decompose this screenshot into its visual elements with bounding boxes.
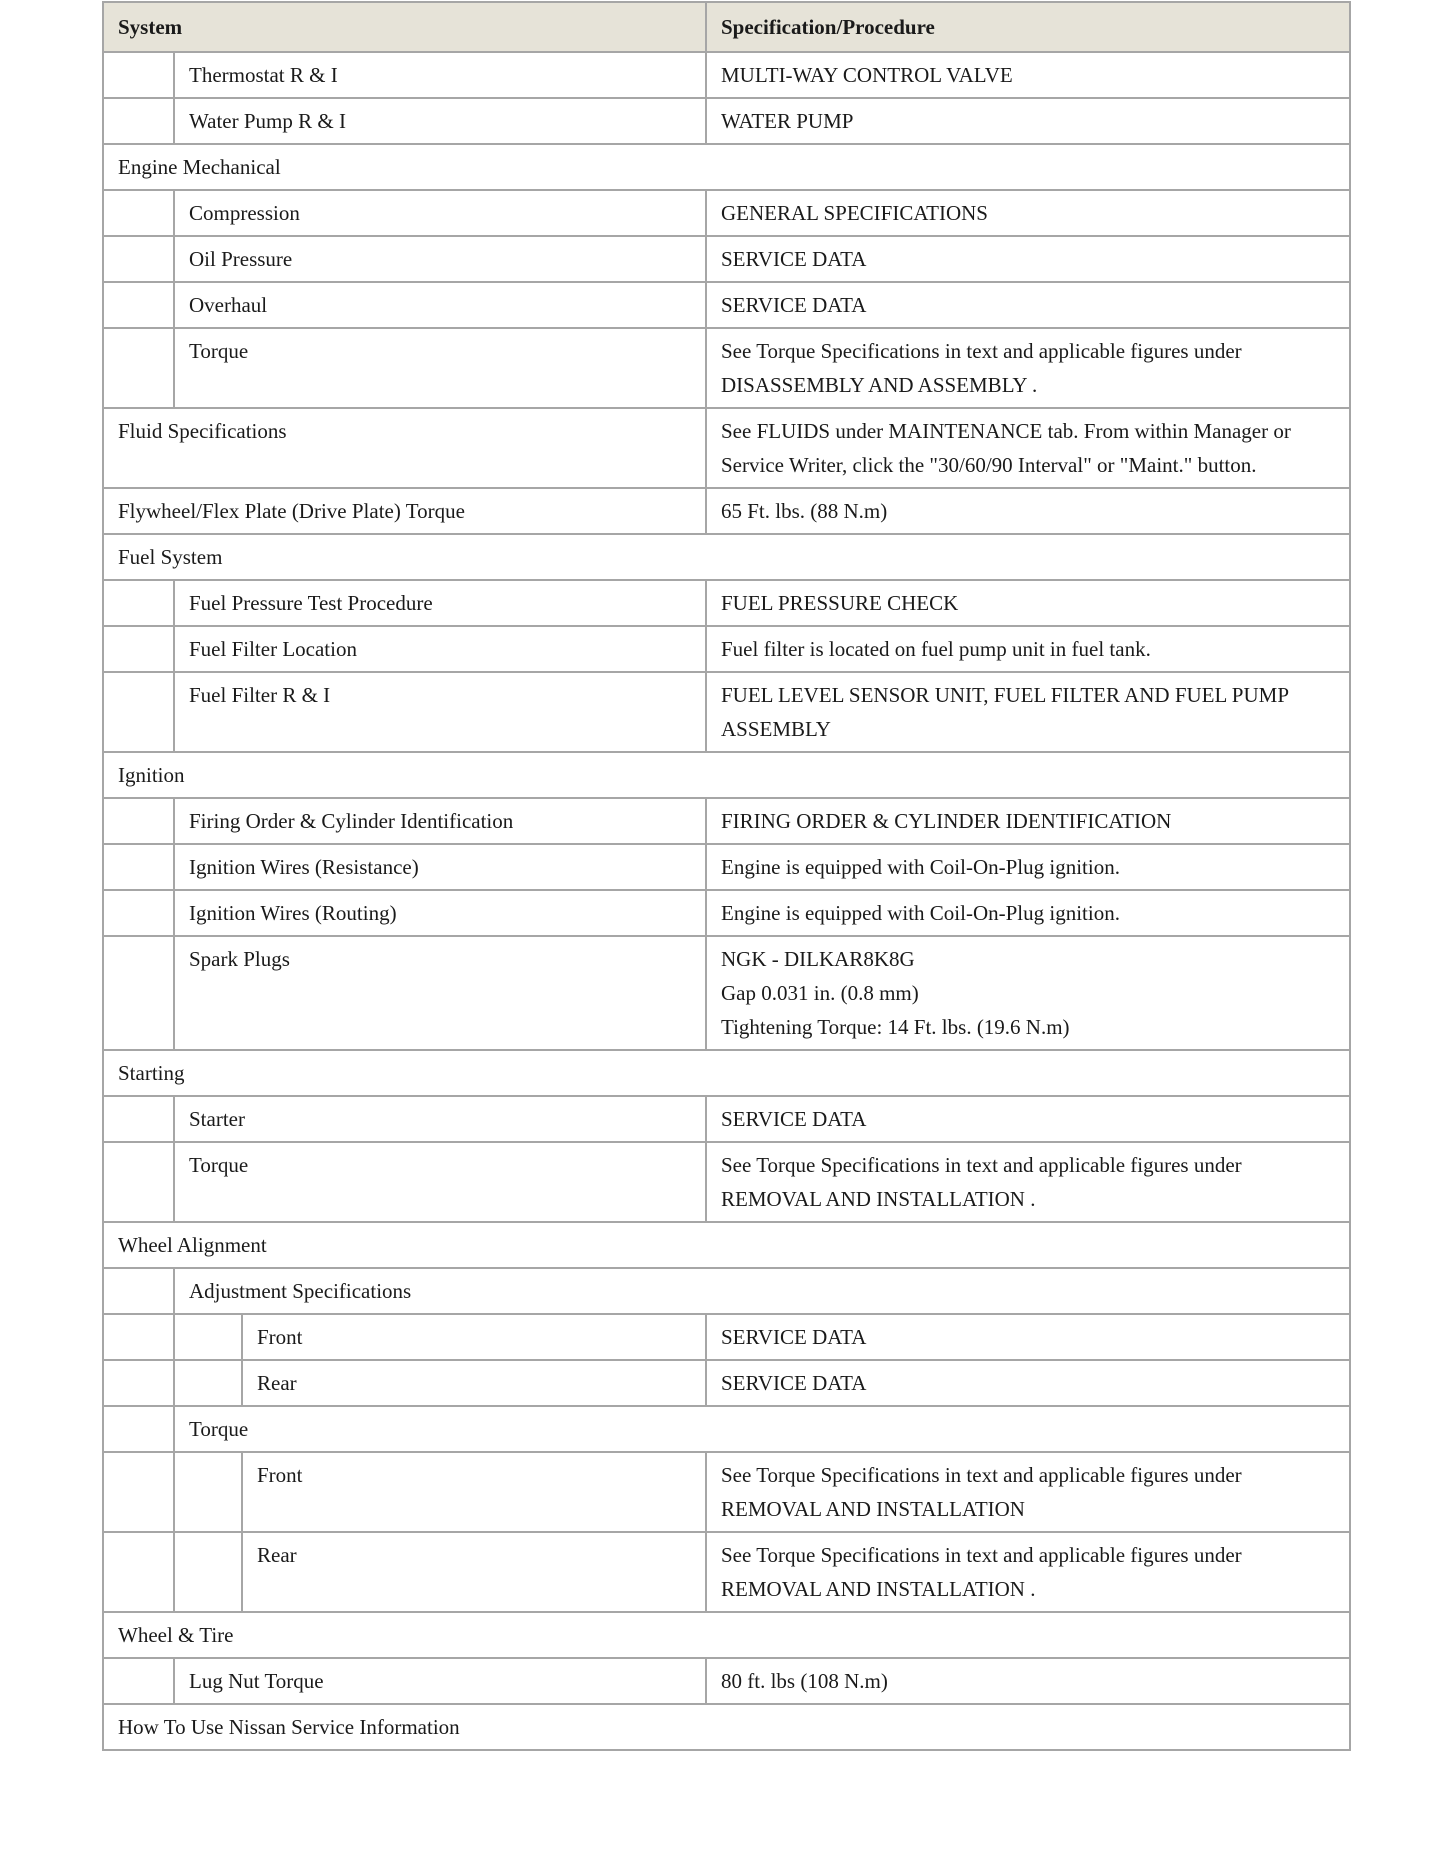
indent-cell bbox=[174, 1532, 242, 1612]
table-row bbox=[103, 1452, 1350, 1532]
table-row bbox=[103, 1406, 1350, 1452]
row-value: See FLUIDS under MAINTENANCE tab. From within Manager or Service Writer, click the "30/60/90 Interval" or "Maint." button. bbox=[706, 408, 1350, 488]
row-label: Wheel Alignment bbox=[103, 1222, 1350, 1268]
section-row bbox=[103, 488, 1350, 534]
indent-cell bbox=[103, 798, 174, 844]
spec-table bbox=[102, 1, 1351, 1751]
row-label: Torque bbox=[174, 1406, 1350, 1452]
row-label: Torque bbox=[174, 1142, 706, 1222]
indent-cell bbox=[103, 580, 174, 626]
indent-cell bbox=[103, 282, 174, 328]
row-label: Engine Mechanical bbox=[103, 144, 1350, 190]
row-label: Wheel & Tire bbox=[103, 1612, 1350, 1658]
row-label: Fuel Filter Location bbox=[174, 626, 706, 672]
row-value: Engine is equipped with Coil-On-Plug ignition. bbox=[706, 890, 1350, 936]
table-row bbox=[103, 580, 1350, 626]
row-label: Fuel Filter R & I bbox=[174, 672, 706, 752]
section-row bbox=[103, 408, 1350, 488]
indent-cell bbox=[103, 1096, 174, 1142]
row-label: Fuel System bbox=[103, 534, 1350, 580]
table-row bbox=[103, 626, 1350, 672]
header-system: System bbox=[103, 2, 706, 52]
row-label: Front bbox=[242, 1314, 706, 1360]
indent-cell bbox=[103, 190, 174, 236]
row-value: SERVICE DATA bbox=[706, 1360, 1350, 1406]
section-row bbox=[103, 144, 1350, 190]
table-row bbox=[103, 1096, 1350, 1142]
row-label: Starting bbox=[103, 1050, 1350, 1096]
row-value: 65 Ft. lbs. (88 N.m) bbox=[706, 488, 1350, 534]
header-spec: Specification/Procedure bbox=[706, 2, 1350, 52]
row-value: GENERAL SPECIFICATIONS bbox=[706, 190, 1350, 236]
table-row bbox=[103, 1360, 1350, 1406]
section-row bbox=[103, 534, 1350, 580]
indent-cell bbox=[103, 626, 174, 672]
section-row bbox=[103, 1050, 1350, 1096]
row-value: SERVICE DATA bbox=[706, 236, 1350, 282]
table-row bbox=[103, 52, 1350, 98]
row-label: Flywheel/Flex Plate (Drive Plate) Torque bbox=[103, 488, 706, 534]
indent-cell bbox=[103, 1452, 174, 1532]
indent-cell bbox=[174, 1314, 242, 1360]
table-row bbox=[103, 890, 1350, 936]
table-row bbox=[103, 672, 1350, 752]
row-value: 80 ft. lbs (108 N.m) bbox=[706, 1658, 1350, 1704]
row-value: Engine is equipped with Coil-On-Plug ignition. bbox=[706, 844, 1350, 890]
table-row bbox=[103, 282, 1350, 328]
section-row bbox=[103, 1704, 1350, 1750]
row-label: Fluid Specifications bbox=[103, 408, 706, 488]
row-value: FUEL LEVEL SENSOR UNIT, FUEL FILTER AND FUEL PUMP ASSEMBLY bbox=[706, 672, 1350, 752]
indent-cell bbox=[103, 890, 174, 936]
row-label: Fuel Pressure Test Procedure bbox=[174, 580, 706, 626]
row-label: Torque bbox=[174, 328, 706, 408]
indent-cell bbox=[103, 1314, 174, 1360]
row-label: Compression bbox=[174, 190, 706, 236]
table-row bbox=[103, 236, 1350, 282]
indent-cell bbox=[103, 1142, 174, 1222]
table-body bbox=[103, 52, 1350, 1750]
row-value: See Torque Specifications in text and applicable figures under REMOVAL AND INSTALLATION . bbox=[706, 1142, 1350, 1222]
row-label: Rear bbox=[242, 1532, 706, 1612]
row-label: Spark Plugs bbox=[174, 936, 706, 1050]
section-row bbox=[103, 1222, 1350, 1268]
row-value: SERVICE DATA bbox=[706, 1096, 1350, 1142]
row-label: Rear bbox=[242, 1360, 706, 1406]
table-row bbox=[103, 1532, 1350, 1612]
indent-cell bbox=[103, 236, 174, 282]
table-row bbox=[103, 1142, 1350, 1222]
row-label: Adjustment Specifications bbox=[174, 1268, 1350, 1314]
row-label: Starter bbox=[174, 1096, 706, 1142]
row-label: Lug Nut Torque bbox=[174, 1658, 706, 1704]
row-value: See Torque Specifications in text and applicable figures under REMOVAL AND INSTALLATION . bbox=[706, 1532, 1350, 1612]
indent-cell bbox=[103, 1268, 174, 1314]
indent-cell bbox=[103, 98, 174, 144]
indent-cell bbox=[103, 328, 174, 408]
table-row bbox=[103, 1268, 1350, 1314]
row-label: Ignition Wires (Resistance) bbox=[174, 844, 706, 890]
row-value: SERVICE DATA bbox=[706, 282, 1350, 328]
indent-cell bbox=[103, 1658, 174, 1704]
row-value: SERVICE DATA bbox=[706, 1314, 1350, 1360]
row-value: FUEL PRESSURE CHECK bbox=[706, 580, 1350, 626]
section-row bbox=[103, 1612, 1350, 1658]
row-label: Firing Order & Cylinder Identification bbox=[174, 798, 706, 844]
row-value: Fuel filter is located on fuel pump unit in fuel tank. bbox=[706, 626, 1350, 672]
table-row bbox=[103, 328, 1350, 408]
indent-cell bbox=[103, 844, 174, 890]
table-row bbox=[103, 844, 1350, 890]
table-row bbox=[103, 1658, 1350, 1704]
indent-cell bbox=[174, 1360, 242, 1406]
row-value: WATER PUMP bbox=[706, 98, 1350, 144]
row-label: Front bbox=[242, 1452, 706, 1532]
row-value: MULTI-WAY CONTROL VALVE bbox=[706, 52, 1350, 98]
table-header-row bbox=[103, 2, 1350, 52]
table-row bbox=[103, 1314, 1350, 1360]
indent-cell bbox=[103, 1360, 174, 1406]
row-label: Overhaul bbox=[174, 282, 706, 328]
row-label: Thermostat R & I bbox=[174, 52, 706, 98]
indent-cell bbox=[103, 1406, 174, 1452]
indent-cell bbox=[103, 1532, 174, 1612]
row-value: See Torque Specifications in text and applicable figures under REMOVAL AND INSTALLATION bbox=[706, 1452, 1350, 1532]
indent-cell bbox=[103, 52, 174, 98]
row-label: Ignition bbox=[103, 752, 1350, 798]
row-label: Water Pump R & I bbox=[174, 98, 706, 144]
row-value: See Torque Specifications in text and applicable figures under DISASSEMBLY AND ASSEMBLY . bbox=[706, 328, 1350, 408]
row-value: FIRING ORDER & CYLINDER IDENTIFICATION bbox=[706, 798, 1350, 844]
table-row bbox=[103, 798, 1350, 844]
row-label: Oil Pressure bbox=[174, 236, 706, 282]
table-row bbox=[103, 936, 1350, 1050]
row-label: Ignition Wires (Routing) bbox=[174, 890, 706, 936]
indent-cell bbox=[103, 672, 174, 752]
table-row bbox=[103, 98, 1350, 144]
indent-cell bbox=[103, 936, 174, 1050]
indent-cell bbox=[174, 1452, 242, 1532]
row-label: How To Use Nissan Service Information bbox=[103, 1704, 1350, 1750]
table-row bbox=[103, 190, 1350, 236]
row-value: NGK - DILKAR8K8G Gap 0.031 in. (0.8 mm) Tightening Torque: 14 Ft. lbs. (19.6 N.m) bbox=[706, 936, 1350, 1050]
section-row bbox=[103, 752, 1350, 798]
